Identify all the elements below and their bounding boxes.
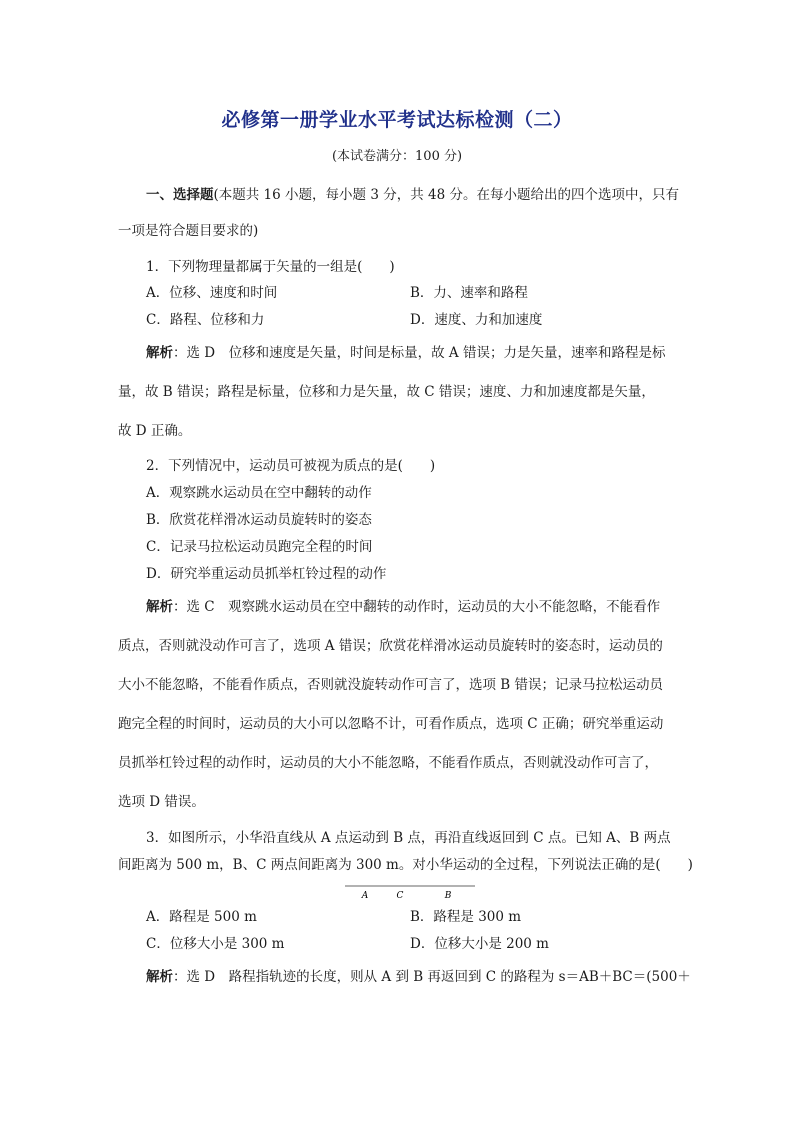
q1-option-d: D．速度、力和加速度 [410,312,543,328]
q2-analysis-line-6: 选项 D 错误。 [118,794,205,810]
q2-analysis-line-1: 解析：选 C 观察跳水运动员在空中翻转的动作时，运动员的大小不能忽略，不能看作 [146,599,661,615]
q1-option-b: B．力、速率和路程 [410,285,528,301]
q3-analysis-label: 解析 [146,969,173,985]
q1-option-a: A．位移、速度和时间 [146,285,278,301]
q3-option-a: A．路程是 500 m [146,909,257,925]
q2-option-a: A．观察跳水运动员在空中翻转的动作 [146,485,372,501]
q3-stem-line-2: 间距离为 500 m，B、C 两点间距离为 300 m。对小华运动的全过程，下列说法正确的是( ) [118,857,693,873]
q1-analysis-line-1: 解析：选 D 位移和速度是矢量，时间是标量，故 A 错误；力是矢量，速率和路程是标 [146,345,666,361]
q1-analysis-line-2: 量，故 B 错误；路程是标量，位移和力是矢量，故 C 错误；速度、力和加速度都是矢量， [118,384,655,400]
q3-option-c: C．位移大小是 300 m [146,936,285,952]
q3-figure [345,880,475,904]
section-instructions: (本题共 16 小题，每小题 3 分，共 48 分。在每小题给出的四个选项中，只有 [213,187,679,203]
q2-analysis-line-3: 大小不能忽略，不能看作质点，否则就没旋转动作可言了，选项 B 错误；记录马拉松运动员 [118,677,664,693]
page-title: 必修第一册学业水平考试达标检测（二） [221,109,573,131]
q2-analysis-line-5: 员抓举杠铃过程的动作时，运动员的大小不能忽略，不能看作质点，否则就没动作可言了， [118,755,658,771]
q2-analysis-line-2: 质点，否则就没动作可言了，选项 A 错误；欣赏花样滑冰运动员旋转时的姿态时，运动员的 [118,638,663,654]
q3-option-d: D．位移大小是 200 m [410,936,549,952]
q2-option-d: D．研究举重运动员抓举杠铃过程的动作 [146,566,387,582]
q2-analysis-label: 解析 [146,599,173,615]
section-label: 一、选择题 [146,187,214,203]
q3-analysis-line-1: 解析：选 D 路程指轨迹的长度，则从 A 到 B 再返回到 C 的路程为 s＝AB＋BC＝(500＋ [146,969,691,985]
q1-analysis-line-3: 故 D 正确。 [118,423,192,439]
q2-analysis-line-4: 跑完全程的时间时，运动员的大小可以忽略不计，可看作质点，选项 C 正确；研究举重运动 [118,716,664,732]
q3-figure-label-c: C [396,891,404,901]
q3-figure-label-b: B [444,891,452,901]
q3-figure-label-a: A [361,891,369,901]
q1-option-c: C．路程、位移和力 [146,312,265,328]
q3-stem-line-1: 3．如图所示，小华沿直线从 A 点运动到 B 点，再沿直线返回到 C 点。已知 A、B 两点 [146,830,671,846]
q2-stem: 2．下列情况中，运动员可被视为质点的是( ) [146,458,436,474]
section-heading [146,186,679,204]
q3-option-b: B．路程是 300 m [410,909,522,925]
q1-analysis-label: 解析 [146,345,173,361]
page-subtitle: (本试卷满分：100 分) [331,149,463,164]
q2-option-c: C．记录马拉松运动员跑完全程的时间 [146,539,373,555]
q2-option-b: B．欣赏花样滑冰运动员旋转时的姿态 [146,512,372,528]
section-instructions-cont: 一项是符合题目要求的) [118,223,259,239]
q1-stem: 1．下列物理量都属于矢量的一组是( ) [146,259,395,275]
